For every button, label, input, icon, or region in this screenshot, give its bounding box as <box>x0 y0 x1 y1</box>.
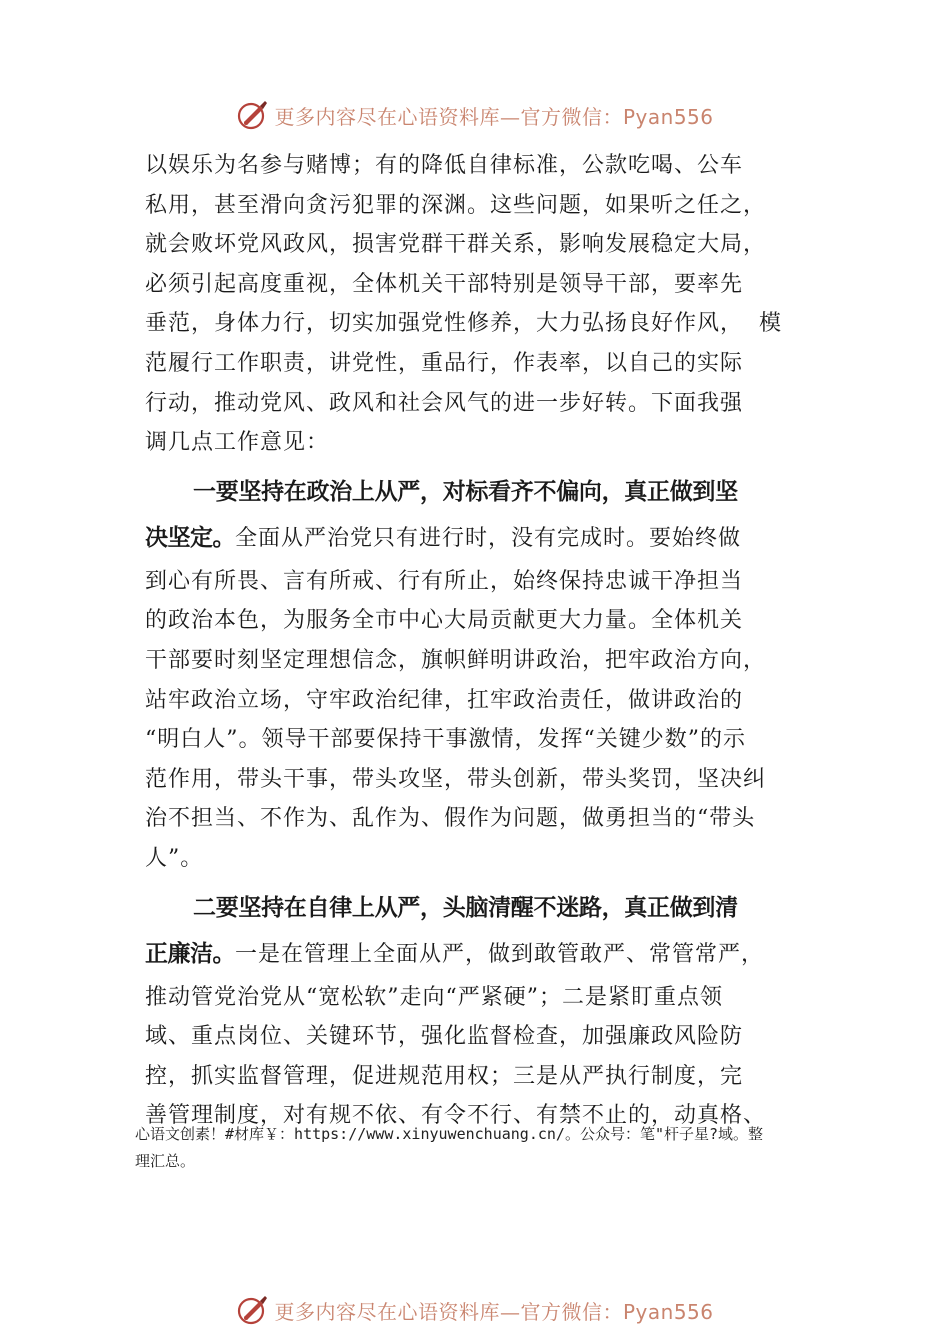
footer-note <box>135 1121 835 1175</box>
body-line: 推动管党治党从“宽松软”走向“严紧硬”；二是紧盯重点领 <box>145 984 723 1010</box>
header-text <box>274 101 713 130</box>
body-line: 控，抓实监督管理，促进规范用权；三是从严执行制度，完 <box>145 1063 744 1089</box>
body-line: 调几点工作意见： <box>145 430 330 456</box>
header-text-cn: 更多内容尽在心语资料库—官方微信： <box>274 1299 623 1324</box>
body-line: 到心有所畏、言有所戒、行有所止，始终保持忠诚干净担当 <box>145 568 744 594</box>
body-line: 站牢政治立场，守牢政治纪律，扛牢政治责任，做讲政治的 <box>145 687 744 713</box>
body-line: 就会败坏党风政风，损害党群干群关系，影响发展稳定大局， <box>145 232 767 258</box>
body-line: 的政治本色，为服务全市中心大局贡献更大力量。全体机关 <box>145 608 744 634</box>
section1-lead-line <box>145 515 825 562</box>
pen-circle-logo-icon <box>236 98 270 132</box>
body-line: 治不担当、不作为、乱作为、假作为问题，做勇担当的“带头 <box>145 806 756 832</box>
body-line: 范履行工作职责，讲党性，重品行，作表率，以自己的实际 <box>145 350 744 376</box>
body-line: 域、重点岗位、关键环节，强化监督检查，加强廉政风险防 <box>145 1024 744 1050</box>
body-line: 行动，推动党风、政风和社会风气的进一步好转。下面我强 <box>145 390 744 416</box>
section1-heading: 一要坚持在政治上从严，对标看齐不偏向，真正做到坚 <box>193 478 738 505</box>
header-text-wechat-id: Pyan556 <box>622 1299 714 1324</box>
body-line: 私用，甚至滑向贪污犯罪的深渊。这些问题，如果听之任之， <box>145 192 767 218</box>
header-text-wechat-id: Pyan556 <box>622 104 714 129</box>
section2-lead-text: 一是在管理上全面从严，做到敢管敢严、常管常严， <box>235 941 765 967</box>
footer-note-line: 理汇总。 <box>135 1152 196 1170</box>
body-line: 必须引起高度重视，全体机关干部特别是领导干部，要率先 <box>145 271 744 297</box>
footer-note-line: 心语文创素！#材库￥：https://www.xinyuwenchuang.cn/。公众号：笔"杆子星?域。整 <box>135 1125 764 1143</box>
body-line: 干部要时刻坚定理想信念，旗帜鲜明讲政治，把牢政治方向， <box>145 647 767 673</box>
section1-heading-end: 决坚定。 <box>145 524 235 551</box>
body-line: 垂范，身体力行，切实加强党性修养，大力弘扬良好作风， 模 <box>145 311 782 337</box>
section1-lead-text: 全面从严治党只有进行时，没有完成时。要始终做 <box>235 525 742 551</box>
body-line: 人”。 <box>145 845 204 871</box>
body-line: 善管理制度，对有规不依、有令不行、有禁不止的，动真格、 <box>145 1103 767 1129</box>
section2-heading-end: 正廉洁。 <box>145 940 235 967</box>
section2-lead-line <box>145 931 825 978</box>
header-watermark-bottom <box>0 1290 950 1330</box>
body-line: 范作用，带头干事，带头攻坚，带头创新，带头奖罚，坚决纠 <box>145 766 767 792</box>
body-line: “明白人”。领导干部要保持干事激情，发挥“关键少数”的示 <box>145 727 746 753</box>
header-text-cn: 更多内容尽在心语资料库—官方微信： <box>274 104 623 129</box>
pen-circle-logo-icon <box>236 1293 270 1327</box>
header-text <box>274 1296 713 1325</box>
header-watermark-top <box>0 95 950 135</box>
body-line: 以娱乐为名参与赌博；有的降低自律标准，公款吃喝、公车 <box>145 153 744 178</box>
section2-heading: 二要坚持在自律上从严，头脑清醒不迷路，真正做到清 <box>193 894 738 921</box>
document-body <box>145 146 825 1136</box>
